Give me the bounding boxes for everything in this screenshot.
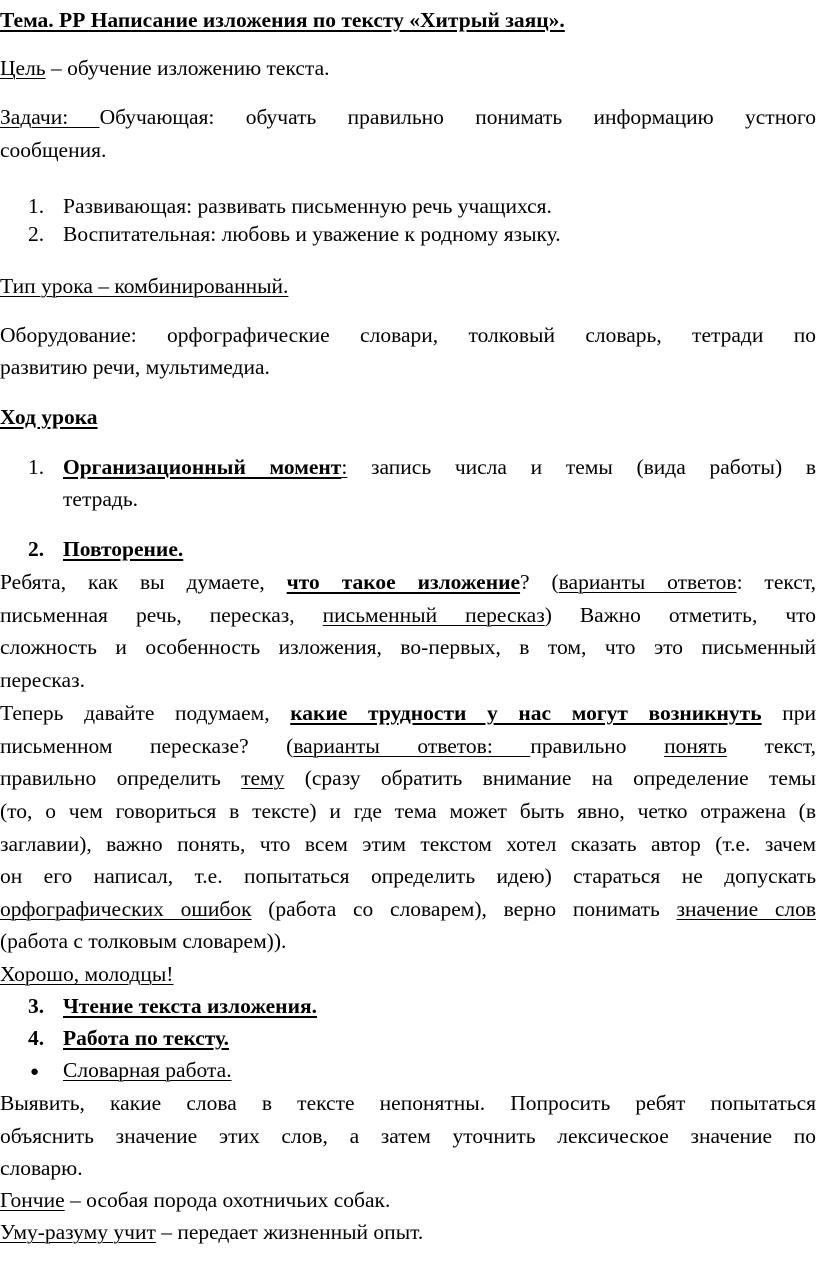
tasks-label: Задачи:	[0, 105, 100, 129]
bullet-icon: ●	[30, 1064, 40, 1080]
praise-line: Хорошо, молодцы!	[0, 962, 174, 986]
paragraph-1-line-1: Ребята, как вы думаете, что такое изложение? (варианты ответов: текст,	[0, 570, 816, 594]
document-title: Тема. РР Написание изложения по тексту «Хитрый заяц».	[0, 8, 565, 32]
goal-line	[0, 58, 816, 80]
equipment-line-1: Оборудование: орфографические словари, толковый словарь, тетради по	[0, 323, 816, 347]
vocab-item	[0, 1222, 816, 1244]
paragraph-2-line-7: орфографических ошибок (работа со словарем), верно понимать значение слов	[0, 897, 816, 921]
paragraph-3-line-3: словарю.	[0, 1156, 83, 1180]
tasks-line-1: Задачи: Обучающая: обучать правильно понимать информацию устного	[0, 105, 816, 129]
paragraph-3-line-1: Выявить, какие слова в тексте непонятны. Попросить ребят попытаться	[0, 1091, 816, 1115]
paragraph-1-line-4: пересказ.	[0, 668, 85, 692]
vocab-term: Гончие	[0, 1188, 65, 1212]
paragraph-3-line-2: объяснить значение этих слов, а затем уточнить лексическое значение по	[0, 1124, 816, 1148]
paragraph-2-line-6: он его написал, т.е. попытаться определить идею) стараться не допускать	[0, 864, 816, 888]
tasks-line-2: сообщения.	[0, 138, 107, 162]
vocab-term: Уму-разуму учит	[0, 1220, 156, 1244]
paragraph-2-line-3: правильно определить тему (сразу обратить внимание на определение темы	[0, 766, 816, 790]
paragraph-2-line-4: (то, о чем говориться в тексте) и где тема может быть явно, четко отражена (в	[0, 799, 816, 823]
paragraph-1-line-3: сложность и особенность изложения, во-первых, в том, что это письменный	[0, 635, 816, 659]
vocab-definition: – особая порода охотничьих собак.	[64, 1188, 391, 1212]
paragraph-2-line-5: заглавии), важно понять, что всем этим текстом хотел сказать автор (т.е. зачем	[0, 832, 816, 856]
paragraph-2-line-8: (работа с толковым словарем)).	[0, 929, 287, 953]
paragraph-2-line-1: Теперь давайте подумаем, какие трудности у нас могут возникнуть при	[0, 701, 816, 725]
vocab-item	[0, 1190, 816, 1212]
goal-text: – обучение изложению текста.	[45, 56, 330, 80]
step-4-title: Работа по тексту.	[63, 1026, 230, 1050]
goal-label: Цель	[0, 56, 46, 80]
step-2-title: Повторение.	[63, 537, 184, 561]
document-page: Тема. РР Написание изложения по тексту «Хитрый заяц». Цель – обучение изложению текста. Задачи: Обучающая: обучать правильно понимать информацию устного сообщения. 1. Развивающая: развивать письменную речь учащихся. 2. Воспитательная: любовь и уважение к родному языку. Тип урока – комбинированный. Оборудование: орфографические словари, толковый словарь, тетради по развитию речи, мультимедиа. Ход урока 1. Организационный момент: запись числа и темы (вида работы) в тетрадь. 2. Повторение. Ребята, как вы думаете, что такое изложение? (варианты ответов: текст, письменная речь, пересказ, письменный пересказ) Важно отметить, что сложность и особенность изложения, во-первых, в том, что это письменный пересказ. Теперь давайте подумаем, какие трудности у нас могут возникнуть при письменном пересказе? (варианты ответов: правильно понять текст, правильно определить тему (сразу обратить внимание на определение темы (то, о чем говориться в тексте) и где тема может быть явно, четко отражена (в заглавии), важно понять, что всем этим текстом хотел сказать автор (т.е. зачем он его написал, т.е. попытаться определить идею) стараться не допускать орфографических ошибок (работа со словарем), верно понимать значение слов (работа с толковым словарем)). Хорошо, молодцы! 3. Чтение текста изложения. 4. Работа по тексту. ● Словарная работа. Выявить, какие слова в тексте непонятны. Попросить ребят попытаться объяснить значение этих слов, а затем уточнить лексическое значение по словарю. Гончие – особая порода охотничьих собак. Уму-разуму учит – передает жизненный опыт.	[0, 8, 816, 1244]
lesson-type: Тип урока – комбинированный.	[0, 274, 289, 298]
equipment-line-2: развитию речи, мультимедиа.	[0, 355, 270, 379]
step-1-title: Организационный момент	[63, 455, 342, 479]
course-heading: Ход урока	[0, 405, 98, 429]
step-3-title: Чтение текста изложения.	[63, 994, 317, 1018]
vocab-definition: – передает жизненный опыт.	[155, 1220, 424, 1244]
paragraph-1-line-2: письменная речь, пересказ, письменный пересказ) Важно отметить, что	[0, 603, 816, 627]
paragraph-2-line-2: письменном пересказе? (варианты ответов: правильно понять текст,	[0, 734, 816, 758]
